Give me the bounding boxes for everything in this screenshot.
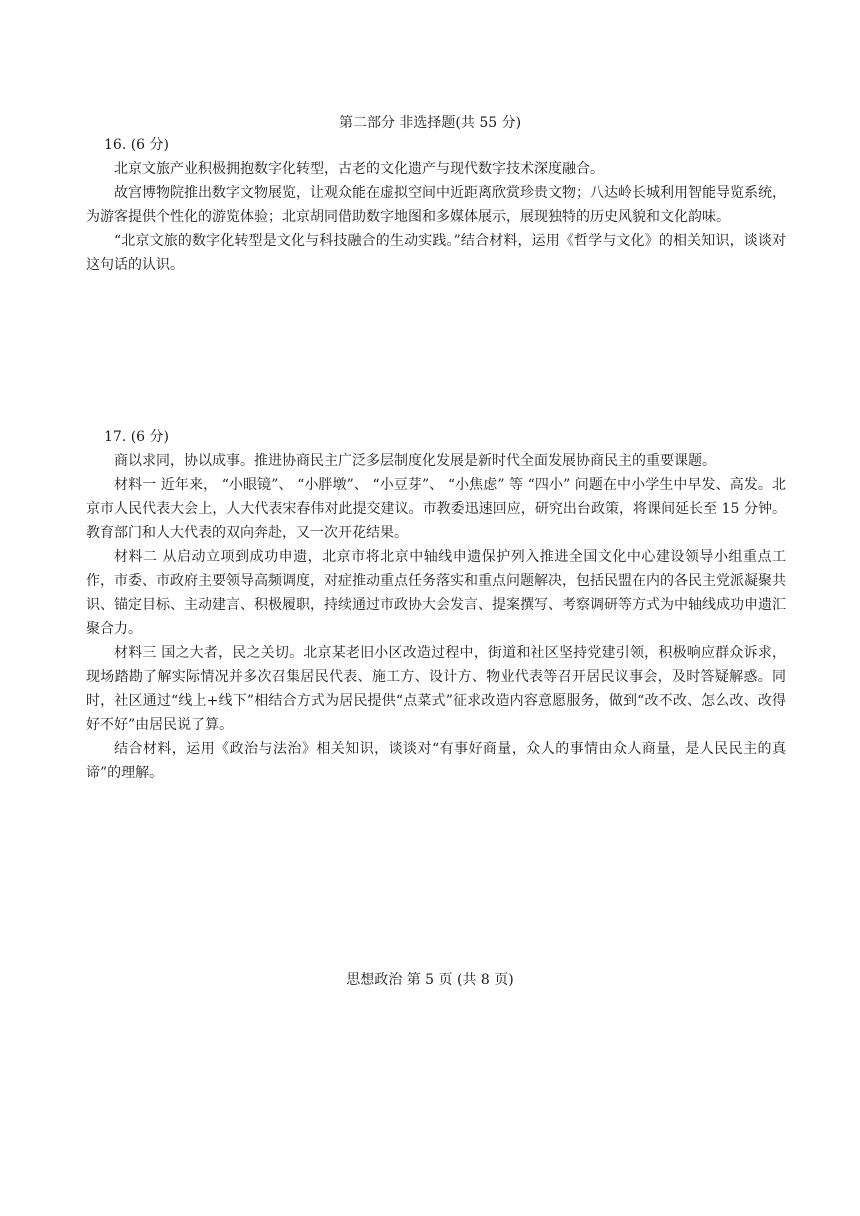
page-footer: 思想政治 第 5 页 (共 8 页) bbox=[346, 972, 514, 988]
material-three: 材料三 国之大者，民之关切。北京某老旧小区改造过程中，街道和社区坚持党建引领，积极响应群众诉求，现场踏勘了解实际情况并多次召集居民代表、施工方、设计方、物业代表等召开居民议事会，及时答疑解惑。同时，社区通过“线上+线下”相结合方式为居民提供“点菜式”征求改造内容意愿服务，做到“改不改、怎么改、改得好不好”由居民说了算。 bbox=[86, 645, 786, 733]
question-17 bbox=[86, 425, 786, 785]
material-two: 材料二 从启动立项到成功申遗，北京市将北京中轴线申遗保护列入推进全国文化中心建设领导小组重点工作，市委、市政府主要领导高频调度，对症推动重点任务落实和重点问题解决，包括民盟在内的各民主党派凝聚共识、锚定目标、主动建言、积极履职，持续通过市政协大会发言、提案撰写、考察调研等方式为中轴线成功申遗汇聚合力。 bbox=[86, 549, 786, 637]
question-paragraph: 商以求同，协以成事。推进协商民主广泛多层制度化发展是新时代全面发展协商民主的重要课题。 bbox=[114, 453, 716, 469]
section-title: 第二部分 非选择题(共 55 分) bbox=[338, 115, 522, 131]
question-paragraph: 故宫博物院推出数字文物展览，让观众能在虚拟空间中近距离欣赏珍贵文物；八达岭长城利用智能导览系统，为游客提供个性化的游览体验；北京胡同借助数字地图和多媒体展示，展现独特的历史风貌和文化韵味。 bbox=[86, 185, 786, 225]
material-one: 材料一 近年来， “小眼镜”、 “小胖墩”、 “小豆芽”、 “小焦虑” 等 “四小” 问题在中小学生中早发、高发。北京市人民代表大会上，人大代表宋春伟对此提交建议。市教委迅速回应，研究出台政策，将课间延长至 15 分钟。教育部门和人大代表的双向奔赴，又一次开花结果。 bbox=[86, 477, 786, 541]
question-prompt: 结合材料，运用《政治与法治》相关知识，谈谈对“有事好商量，众人的事情由众人商量，是人民民主的真谛”的理解。 bbox=[86, 741, 786, 781]
question-number: 17. (6 分) bbox=[104, 429, 169, 445]
question-paragraph: 北京文旅产业积极拥抱数字化转型，古老的文化遗产与现代数字技术深度融合。 bbox=[114, 161, 604, 177]
question-16 bbox=[86, 133, 786, 277]
question-number: 16. (6 分) bbox=[104, 137, 169, 153]
question-paragraph: “北京文旅的数字化转型是文化与科技融合的生动实践。”结合材料，运用《哲学与文化》的相关知识，谈谈对这句话的认识。 bbox=[86, 233, 786, 273]
